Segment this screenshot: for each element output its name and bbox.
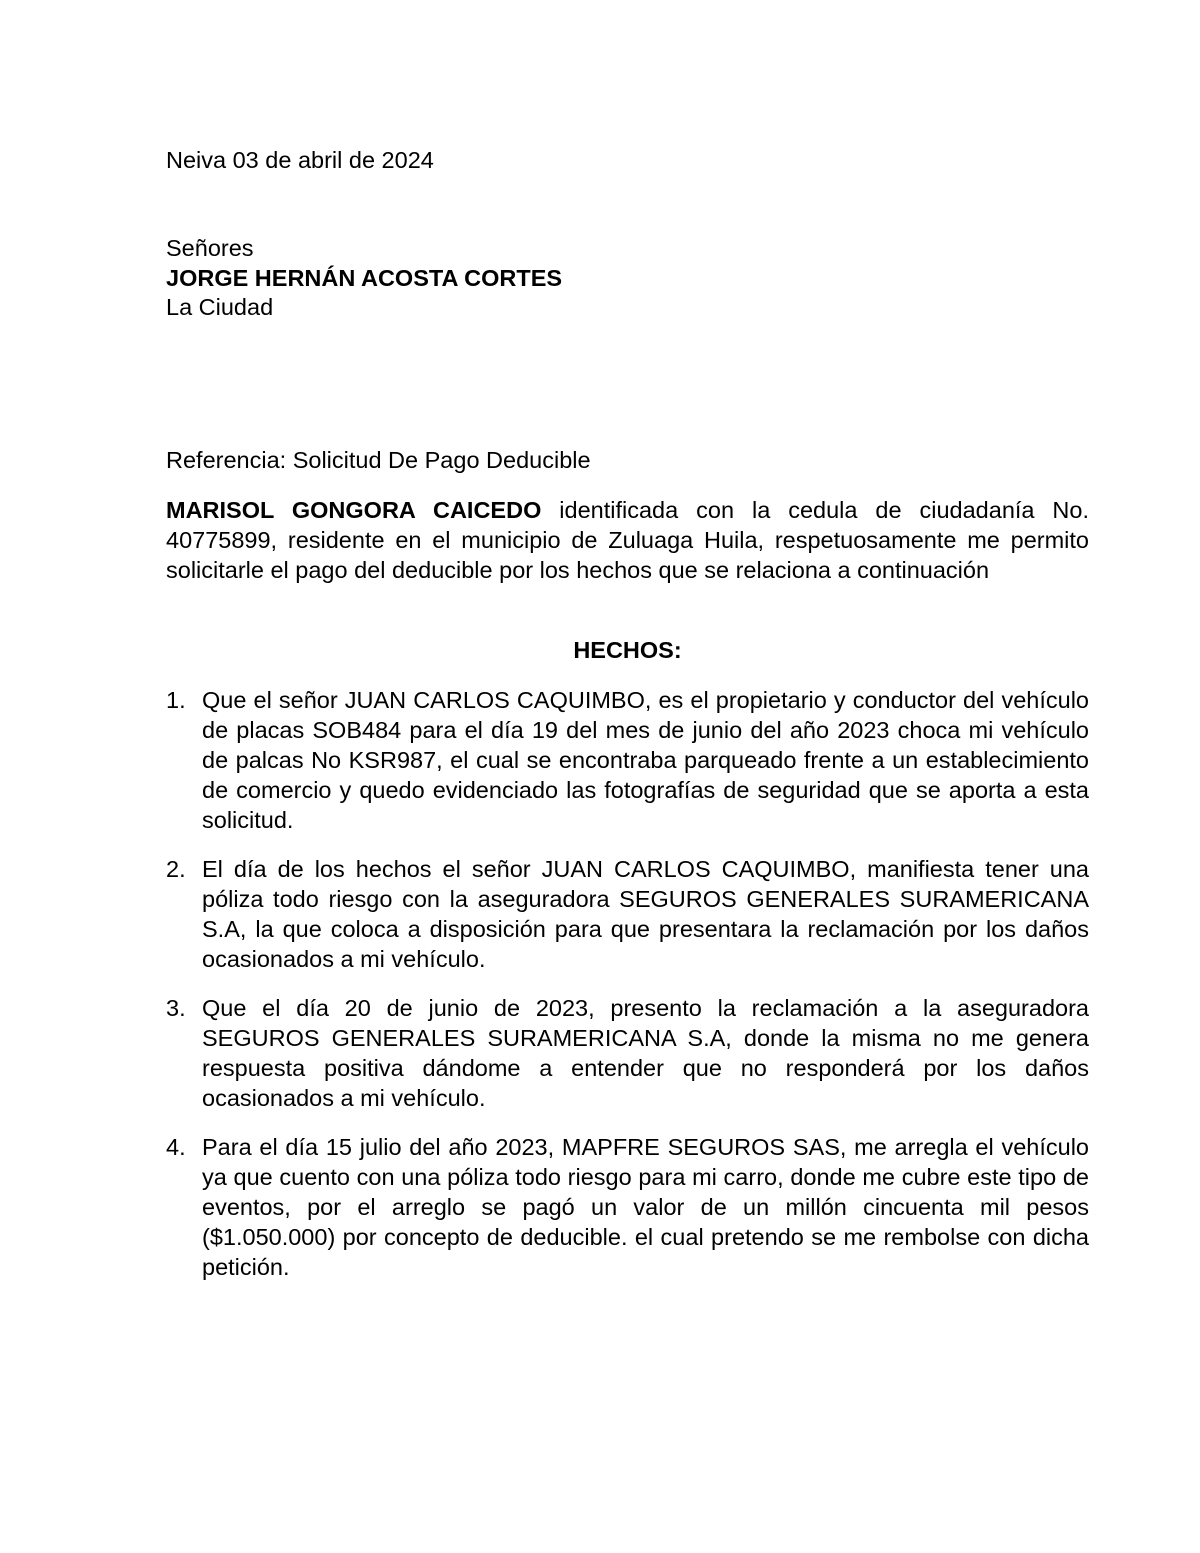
intro-name: MARISOL GONGORA CAICEDO bbox=[166, 497, 542, 523]
fact-item bbox=[166, 685, 1089, 835]
fact-text: Para el día 15 julio del año 2023, MAPFRE SEGUROS SAS, me arregla el vehículo ya que cuento con una póliza todo riesgo para mi carro, donde me cubre este tipo de eventos, por el arreglo se pagó un valor de un millón cincuenta mil pesos ($1.050.000) por concepto de deducible. el cual pretendo se me rembolse con dicha petición. bbox=[202, 1134, 1089, 1280]
fact-number: 3. bbox=[166, 995, 186, 1021]
fact-number: 1. bbox=[166, 687, 186, 713]
recipient-city: La Ciudad bbox=[166, 294, 274, 320]
reference-line: Referencia: Solicitud De Pago Deducible bbox=[166, 447, 591, 473]
facts-list bbox=[166, 685, 1089, 1301]
addressee-block bbox=[166, 233, 1089, 322]
intro-text: identificada con la cedula de ciudadanía No. 40775899, residente en el municipio de Zuluaga Huila, respetuosamente me permito solicitarle el pago del deducible por los hechos que se relaciona a continuación bbox=[166, 497, 1090, 583]
intro-paragraph bbox=[166, 495, 1089, 585]
fact-item bbox=[166, 993, 1089, 1113]
letter-date: Neiva 03 de abril de 2024 bbox=[166, 147, 434, 173]
fact-number: 2. bbox=[166, 856, 186, 882]
fact-text: Que el señor JUAN CARLOS CAQUIMBO, es el propietario y conductor del vehículo de placas SOB484 para el día 19 del mes de junio del año 2023 choca mi vehículo de palcas No KSR987, el cual se encontraba parqueado frente a un establecimiento de comercio y quedo evidenciado las fotografías de seguridad que se aporta a esta solicitud. bbox=[202, 687, 1089, 833]
fact-number: 4. bbox=[166, 1134, 186, 1160]
recipient-name: JORGE HERNÁN ACOSTA CORTES bbox=[166, 264, 563, 291]
fact-text: Que el día 20 de junio de 2023, presento la reclamación a la aseguradora SEGUROS GENERALES SURAMERICANA S.A, donde la misma no me genera respuesta positiva dándome a entender que no responderá por los daños ocasionados a mi vehículo. bbox=[202, 995, 1089, 1111]
fact-item bbox=[166, 1132, 1089, 1282]
fact-text: El día de los hechos el señor JUAN CARLOS CAQUIMBO, manifiesta tener una póliza todo riesgo con la aseguradora SEGUROS GENERALES SURAMERICANA S.A, la que coloca a disposición para que presentara la reclamación por los daños ocasionados a mi vehículo. bbox=[202, 856, 1089, 972]
facts-heading: HECHOS: bbox=[573, 637, 682, 663]
salutation: Señores bbox=[166, 235, 254, 261]
fact-item bbox=[166, 854, 1089, 974]
